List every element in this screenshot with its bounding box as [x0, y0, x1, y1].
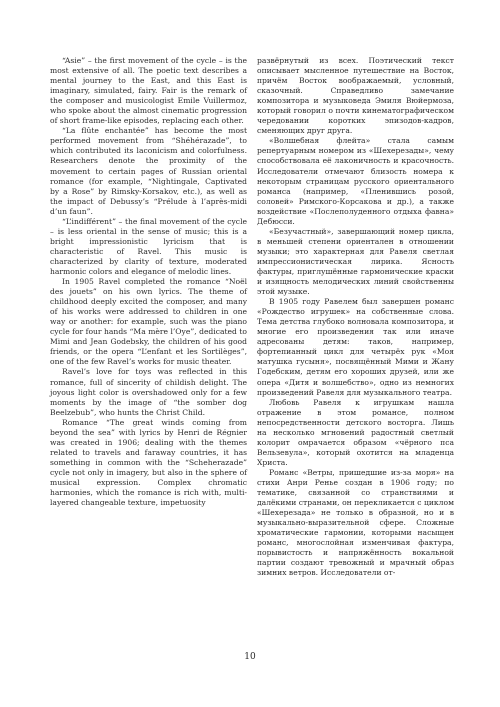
paragraph-asie-ru: развёрнутый из всех. Поэтический текст описывает мысленное путешествие на Восток, причём Восток воображаемый, условный, сказочный. Справедливо замечание композитора и музыковеда Эмиля Вюйермоза, который говорил о почти кинематографическом чередовании коротких эпизодов-кадров, сменяющих друг друга. [257, 56, 454, 136]
paragraph-winds-ru: Романс «Ветры, пришедшие из-за моря» на стихи Анри Ренье создан в 1906 году; по тематике, связанной со странствиями и далёкими странами, он перекликается с циклом «Шехерезада» не только в образной, но и в музыкально-выразительной сфере. Сложные хроматические гармонии, которыми насыщен романс, многослойная изменчивая фактура, порывистость и напряжённость вокальной партии создают тревожный и мрачный образ зимних ветров. Исследователи от- [257, 467, 454, 578]
russian-text-column [257, 56, 454, 578]
paragraph-noel-ru: В 1905 году Равелем был завершен романс «Рождество игрушек» на собственные слова. Тема детства глубоко волновала композитора, и многие его произведения так или иначе адресованы детям: таков, например, фортепианный цикл для четырёх рук «Моя матушка гусыня», посвящённый Мими и Жану Годебским, детям его хороших друзей, или же опера «Дитя и волшебство», одно из немногих произведений Равеля для музыкального театра. [257, 297, 454, 397]
paragraph-flute-enchantee: “La flûte enchantée” has become the most performed movement from “Shéhérazade”, to which contributed its laconicism and colorfulness. Researchers denote the proximity of the movement to certain pages of Russian oriental romance (for example, “Nightingale, Captivated by a Rose” by Rimsky-Korsakov, etc.), as well as the impact of Debussy’s “Prélude à l’après-midi d’un faun”. [50, 126, 247, 216]
paragraph-toys-ru: Любовь Равеля к игрушкам нашла отражение в этом романсе, полном непосредственности детского восторга. Лишь на несколько мгновений радостный светлый колорит омрачается образом «чёрного пса Вельзевула», который охотится на младенца Христа. [257, 397, 454, 467]
paragraph-flute-ru: «Волшебная флейта» стала самым репертуарным номером из «Шехерезады», чему способствовала её лаконичность и красочность. Исследователи отмечают близость номера к некоторым страницам русского ориентального романса (например, «Пленившись розой, соловей» Римского-Корсакова и др.), а также воздействие «Послеполуденного отдыха фавна» Дебюсси. [257, 136, 454, 226]
paragraph-noel-des-jouets: In 1905 Ravel completed the romance “Noël des jouets” on his own lyrics. The theme of childhood deeply excited the composer, and many of his works were addressed to children in one way or another: for example, such was the piano cycle for four hands “Ma mère l’Oye”, dedicated to Mimi and Jean Godebsky, the children of his good friends, or the opera “L’enfant et les Sortilèges”, one of the few Ravel’s works for music theater. [50, 277, 247, 367]
paragraph-asie: “Asie” – the first movement of the cycle – is the most extensive of all. The poetic text describes a mental journey to the East, and this East is imaginary, simulated, fairy. Fair is the remark of the composer and musicologist Emile Vuillermoz, who spoke about the almost cinematic progression of short frame-like episodes, replacing each other. [50, 56, 247, 126]
paragraph-indifferent-ru: «Безучастный», завершающий номер цикла, в меньшей степени ориентален в отношении музыки; это характерная для Равеля светлая импрессионистическая лирика. Ясность фактуры, приглушённые гармонические краски и изящность мелодических линий свойственны этой музыке. [257, 226, 454, 297]
paragraph-great-winds: Romance “The great winds coming from beyond the sea” with lyrics by Henri de Régnier was created in 1906; dealing with the themes related to travels and faraway countries, it has something in common with the “Scheherazade” cycle not only in imagery, but also in the sphere of musical expression. Complex chromatic harmonies, which the romance is rich with, multi-layered changeable texture, impetuosity [50, 417, 247, 508]
paragraph-love-for-toys: Ravel’s love for toys was reflected in this romance, full of sincerity of childish delight. The joyous light color is overshadowed only for a few moments by the image of “the somber dog Beelzebub”, who hunts the Christ Child. [50, 367, 247, 417]
paragraph-indifferent: “L’indifférent” – the final movement of the cycle – is less oriental in the sense of music; this is a bright impressionistic lyricism that is characteristic of Ravel. This music is characterized by clarity of texture, moderated harmonic colors and elegance of melodic lines. [50, 216, 247, 276]
page-number: 10 [244, 652, 256, 662]
english-text-column [50, 56, 247, 508]
